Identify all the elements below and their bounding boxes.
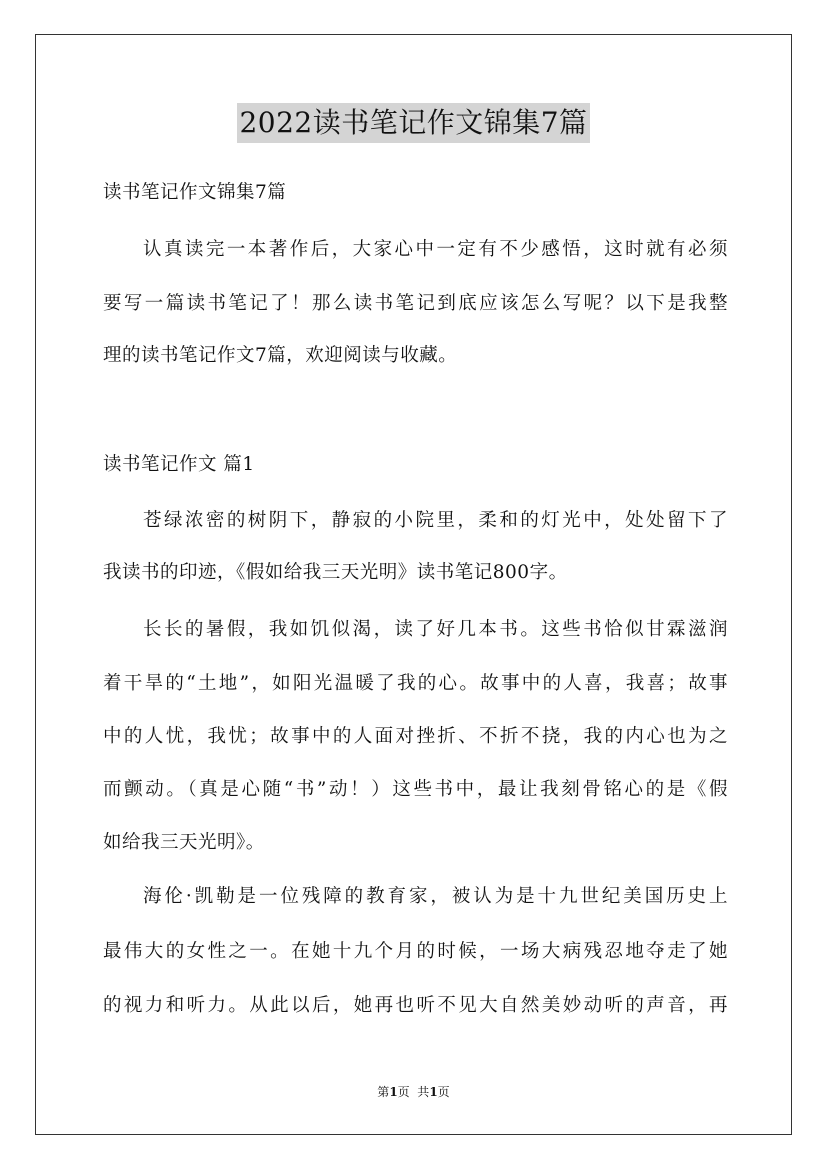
paragraph-line: 而颤动。（真是心随“书”动！）这些书中，最让我刻骨铭心的是《假 <box>103 779 728 800</box>
title-block <box>0 103 827 143</box>
paragraph-line: 海伦·凯勒是一位残障的教育家，被认为是十九世纪美国历史上 <box>143 886 728 907</box>
footer-middle: 页 共 <box>397 1085 430 1099</box>
footer-suffix: 页 <box>437 1085 450 1099</box>
paragraph-line: 最伟大的女性之一。在她十九个月的时候，一场大病残忍地夺走了她 <box>103 941 728 962</box>
paragraph-line: 如给我三天光明》。 <box>103 832 265 853</box>
section-heading: 读书笔记作文 篇1 <box>103 454 255 475</box>
paragraph-line: 中的人忧，我忧；故事中的人面对挫折、不折不挠，我的内心也为之 <box>103 726 728 747</box>
document-title: 2022读书笔记作文锦集7篇 <box>237 103 589 143</box>
footer-prefix: 第 <box>377 1085 390 1099</box>
paragraph-line: 长长的暑假，我如饥似渴，读了好几本书。这些书恰似甘霖滋润 <box>143 619 728 640</box>
paragraph-line: 理的读书笔记作文7篇，欢迎阅读与收藏。 <box>103 345 458 366</box>
footer-page-number: 1 <box>389 1085 398 1099</box>
paragraph-line: 着干旱的“土地”，如阳光温暖了我的心。故事中的人喜，我喜；故事 <box>103 673 728 694</box>
document-subtitle: 读书笔记作文锦集7篇 <box>103 182 287 203</box>
footer-total-pages: 1 <box>429 1085 438 1099</box>
paragraph-line: 我读书的印迹，《假如给我三天光明》读书笔记800字。 <box>103 562 568 583</box>
paragraph-line: 要写一篇读书笔记了！那么读书笔记到底应该怎么写呢？以下是我整 <box>103 293 728 314</box>
paragraph-line: 苍绿浓密的树阴下，静寂的小院里，柔和的灯光中，处处留下了 <box>143 510 728 531</box>
paragraph-line: 的视力和听力。从此以后，她再也听不见大自然美妙动听的声音，再 <box>103 995 728 1016</box>
paragraph-line: 认真读完一本著作后，大家心中一定有不少感悟，这时就有必须 <box>143 239 728 260</box>
page-footer <box>0 1084 827 1100</box>
